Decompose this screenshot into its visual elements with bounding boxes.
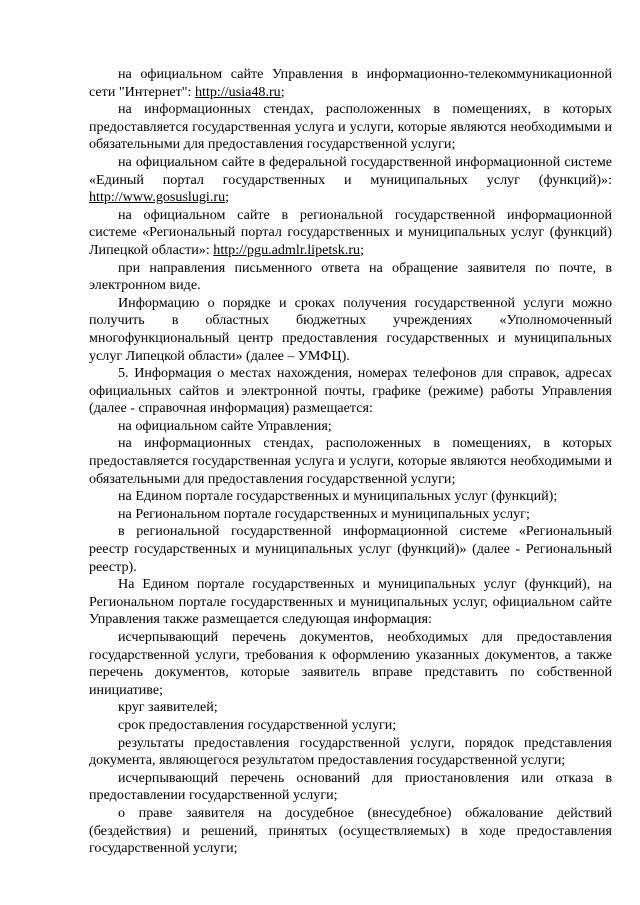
paragraph [89, 576, 612, 629]
paragraph-text: на информационных стендах, расположенных в помещениях, в которых предоставляется государственная услуга и услуги, которые являются необходимыми и обязательными для предоставления государственной услуги; [89, 101, 612, 153]
paragraph-text: на Региональном портале государственных и муниципальных услуг; [118, 505, 530, 522]
hyperlink[interactable]: http://www.gosuslugi.ru [89, 189, 226, 206]
paragraph [89, 101, 612, 154]
paragraph [89, 435, 612, 488]
paragraph [89, 260, 612, 295]
paragraph [89, 805, 612, 858]
paragraph [89, 488, 612, 506]
paragraph-text: на Едином портале государственных и муниципальных услуг (функций); [118, 488, 558, 505]
paragraph-text: На Едином портале государственных и муниципальных услуг (функций), на Региональном портале государственных и муниципальных услуг, официальном сайте Управления также размещается следующая информация: [89, 576, 612, 628]
paragraph-text: о праве заявителя на досудебное (внесудебное) обжалование действий (бездействия) и решений, принятых (осуществляемых) в ходе предоставления государственной услуги; [89, 804, 612, 857]
paragraph-text: 5. Информация о местах нахождения, номерах телефонов для справок, адресах официальных сайтов и электронной почты, графике (режиме) работы Управления (далее - справочная информация) размещается: [89, 365, 612, 417]
paragraph [89, 365, 612, 418]
hyperlink[interactable]: http://pgu.admlr.lipetsk.ru [213, 241, 361, 258]
paragraph-text: при направления письменного ответа на обращение заявителя по почте, в электронном виде. [89, 259, 612, 294]
paragraph-text: Информацию о порядке и сроках получения государственной услуги можно получить в областных бюджетных учреждениях «Уполномоченный многофункциональный центр предоставления государственных и муниципальных услуг Липецкой области» (далее – УМФЦ). [89, 294, 612, 364]
paragraph [89, 154, 612, 207]
paragraph-text: круг заявителей; [118, 699, 218, 716]
paragraph [89, 735, 612, 770]
paragraph [89, 207, 612, 260]
paragraph-text: исчерпывающий перечень оснований для приостановления или отказа в предоставлении государственной услуги; [89, 769, 612, 804]
paragraph-text: в региональной государственной информационной системе «Региональный реестр государственных и муниципальных услуг (функций)» (далее - Региональный реестр). [89, 523, 612, 575]
paragraph [89, 418, 612, 436]
paragraph-text: результаты предоставления государственной услуги, порядок представления документа, являющегося результатом предоставления государственной услуги; [89, 734, 612, 769]
paragraph-text: на официальном сайте в региональной государственной информационной системе «Региональный портал государственных и муниципальных услуг (функций) Липецкой области»: [89, 206, 612, 258]
hyperlink[interactable]: http://usia48.ru [195, 83, 281, 100]
paragraph-text-end: ; [225, 189, 230, 206]
paragraph-text: на информационных стендах, расположенных в помещениях, в которых предоставляется государственная услуга и услуги, которые являются необходимыми и обязательными для предоставления государственной услуги; [89, 435, 612, 487]
paragraph [89, 295, 612, 365]
paragraph-text: на официальном сайте в федеральной государственной информационной системе «Единый портал государственных и муниципальных услуг (функций)»: [89, 153, 612, 188]
paragraph-text-end: ; [280, 83, 285, 100]
paragraph-text-end: ; [360, 241, 365, 258]
paragraph [89, 506, 612, 524]
paragraph [89, 66, 612, 101]
paragraph-text: срок предоставления государственной услуги; [118, 716, 397, 733]
document-body [89, 66, 612, 858]
paragraph [89, 523, 612, 576]
paragraph-text: исчерпывающий перечень документов, необходимых для предоставления государственной услуги, требования к оформлению указанных документов, а также перечень документов, которые заявитель вправе представить по собственной инициативе; [89, 629, 612, 698]
paragraph [89, 770, 612, 805]
paragraph-text: на официальном сайте Управления; [118, 417, 332, 434]
paragraph [89, 699, 612, 717]
paragraph [89, 629, 612, 699]
paragraph [89, 717, 612, 735]
paragraph-text: на официальном сайте Управления в информационно-телекоммуникационной сети "Интернет": [89, 66, 612, 100]
